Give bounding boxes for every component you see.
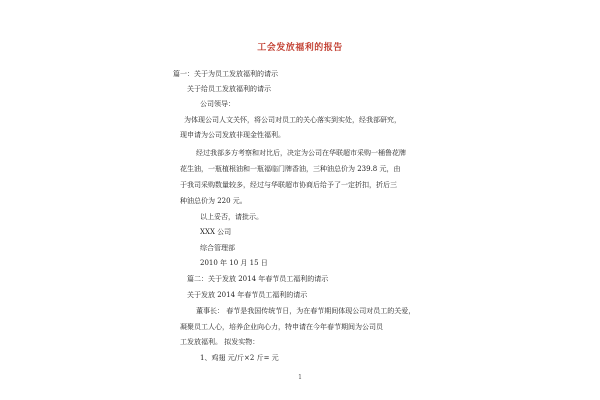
section-heading-1: 篇一：关于为员工发放福利的请示: [173, 70, 278, 78]
body-line: 经过我部多方考察和对比后，决定为公司在华联超市采购一桶鲁花牌: [196, 149, 406, 157]
closing-line: 以上妥否，请批示。: [200, 213, 263, 221]
salutation-1: 公司领导：: [200, 100, 235, 108]
body-line: 为体现公司人文关怀，将公司对员工的关心落实到实处，经我部研究，: [184, 116, 401, 124]
signature-company: XXX 公司: [200, 228, 232, 236]
signature-date: 2010 年 10 月 15 日: [200, 259, 268, 267]
page-number: 1: [298, 374, 302, 381]
request-subject-1: 关于给员工发放福利的请示: [187, 85, 271, 93]
request-subject-2: 关于发放 2014 年春节员工福利的请示: [187, 291, 308, 299]
body-line: 董事长： 春节是我国传统节日，为在春节期间体现公司对员工的关爱，: [196, 307, 416, 315]
body-line: 工发放福利。 拟发实物：: [180, 338, 260, 346]
section-heading-2: 篇二：关于发放 2014 年春节员工福利的请示: [187, 275, 329, 283]
body-line: 现申请为公司发放非现金性福利。: [180, 131, 285, 139]
signature-department: 综合管理部: [200, 244, 235, 252]
list-item: 1、鸡翅 元/斤×2 斤= 元: [200, 354, 279, 362]
body-line: 花生油，一瓶植根油和一瓶福临门牌香油，三种油总价为 239.8 元，由: [180, 165, 401, 173]
body-line: 于我司采购数量较多，经过与华联超市协商后给予了一定折扣，折后三: [180, 181, 397, 189]
document-title: 工会发放福利的报告: [257, 43, 343, 53]
body-line: 凝聚员工人心，培养企业向心力，特申请在今年春节期间为公司员: [180, 323, 383, 331]
body-line: 种油总价为 220 元。: [180, 197, 247, 205]
